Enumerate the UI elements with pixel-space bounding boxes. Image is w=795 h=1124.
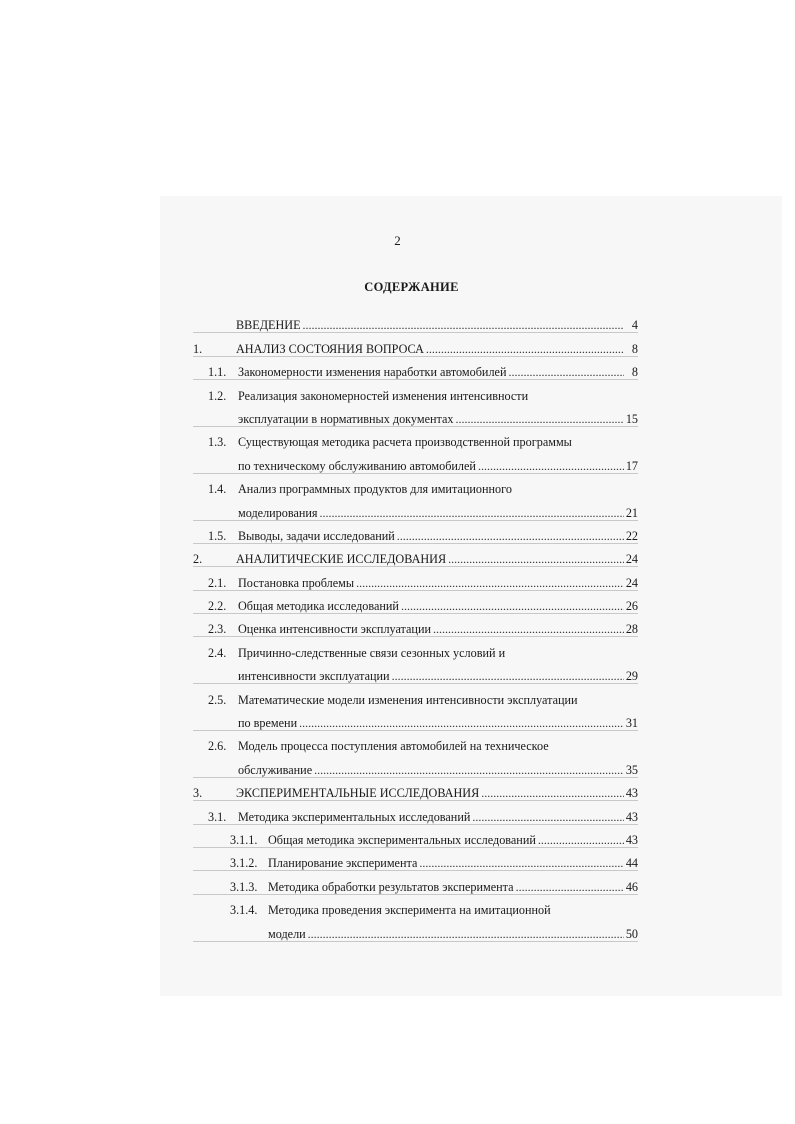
toc-dot-leader: [303, 318, 624, 333]
toc-entry-number: 2.1.: [208, 575, 227, 590]
toc-title: СОДЕРЖАНИЕ: [364, 280, 459, 294]
toc-entry: [193, 708, 638, 731]
toc-entry-number: 3.: [193, 786, 203, 801]
toc-entry-page: 15: [625, 411, 638, 426]
toc-entry: [193, 450, 638, 473]
toc-dot-leader: [538, 833, 624, 848]
toc-entry-title: моделирования: [238, 505, 318, 520]
toc-entry: [193, 521, 638, 544]
toc-entry-number: 2.2.: [208, 599, 227, 614]
toc-entry-title: Планирование эксперимента: [268, 856, 418, 871]
toc-entry-number: 1.5.: [208, 528, 227, 543]
toc-entry-page: 4: [631, 318, 638, 333]
toc-entry-title: Модель процесса поступления автомобилей на техническое: [238, 739, 549, 754]
toc-entry-page: 31: [625, 716, 638, 731]
toc-entry: [193, 404, 638, 427]
toc-dot-leader: [419, 856, 623, 871]
toc-entry-number: 3.1.4.: [230, 903, 258, 918]
toc-entry-title: Методика проведения эксперимента на имитационной: [268, 903, 551, 918]
toc-entry-title: интенсивности эксплуатации: [238, 669, 390, 684]
toc-entry-title: Методика экспериментальных исследований: [238, 809, 471, 824]
toc-entry-title: Реализация закономерностей изменения интенсивности: [238, 388, 529, 403]
toc-dot-leader: [448, 552, 624, 567]
toc-entry-page: 21: [625, 505, 638, 520]
toc-entry-page: 43: [625, 786, 638, 801]
toc-entry: [193, 778, 638, 801]
toc-entry-page: 8: [631, 341, 638, 356]
toc-entry-title: Общая методика исследований: [238, 599, 399, 614]
toc-entry: [193, 544, 638, 567]
toc-entry-number: 1.4.: [208, 482, 227, 497]
toc-entry-number: 2.: [193, 552, 203, 567]
toc-entry: [193, 895, 638, 918]
toc-entry-page: 8: [631, 365, 638, 380]
toc-entry: [193, 474, 638, 497]
toc-entry-title: Причинно-следственные связи сезонных условий и: [238, 645, 506, 660]
toc-dot-leader: [392, 669, 624, 684]
toc-entry-title: Оценка интенсивности эксплуатации: [238, 622, 431, 637]
toc-entry-number: 1.: [193, 341, 203, 356]
toc-entry-number: 2.5.: [208, 692, 227, 707]
toc-dot-leader: [397, 529, 624, 544]
toc-dot-leader: [314, 763, 624, 778]
toc-entry-title: Выводы, задачи исследований: [238, 528, 395, 543]
toc-dot-leader: [516, 880, 624, 895]
toc-entry: [193, 591, 638, 614]
toc-entry: [193, 801, 638, 824]
toc-entry-page: 24: [625, 575, 638, 590]
toc-dot-leader: [456, 412, 624, 427]
toc-entry-title: Общая методика экспериментальных исследований: [268, 832, 536, 847]
toc-entry-number: 2.3.: [208, 622, 227, 637]
toc-entry-number: 3.1.2.: [230, 856, 258, 871]
toc-entry-title: модели: [268, 926, 306, 941]
toc-entry-page: 26: [625, 599, 638, 614]
toc-entry-number: 1.2.: [208, 388, 227, 403]
toc-divider: [193, 941, 638, 942]
toc-entry: [193, 731, 638, 754]
toc-entry-page: 43: [625, 809, 638, 824]
toc-entry-number: 3.1.3.: [230, 879, 258, 894]
toc-dot-leader: [320, 506, 624, 521]
toc-entry-number: 1.3.: [208, 435, 227, 450]
toc-entry-page: 50: [625, 926, 638, 941]
toc-entry: [193, 357, 638, 380]
table-of-contents: [193, 310, 638, 942]
toc-entry-title: обслуживание: [238, 762, 313, 777]
toc-entry-title: эксплуатации в нормативных документах: [238, 411, 454, 426]
toc-entry: [193, 333, 638, 356]
toc-entry: [193, 567, 638, 590]
toc-entry-page: 28: [625, 622, 638, 637]
toc-entry-title: Закономерности изменения наработки автомобилей: [238, 365, 507, 380]
toc-entry: [193, 614, 638, 637]
toc-dot-leader: [299, 716, 624, 731]
toc-entry-page: 17: [625, 458, 638, 473]
toc-entry: [193, 871, 638, 894]
toc-entry: [193, 310, 638, 333]
toc-dot-leader: [401, 599, 624, 614]
toc-dot-leader: [433, 622, 624, 637]
toc-entry-title: АНАЛИТИЧЕСКИЕ ИССЛЕДОВАНИЯ: [236, 552, 447, 567]
toc-entry-number: 2.4.: [208, 645, 227, 660]
toc-entry: [193, 380, 638, 403]
toc-dot-leader: [472, 810, 623, 825]
toc-entry-page: 35: [625, 762, 638, 777]
toc-entry-page: 43: [625, 832, 638, 847]
toc-dot-leader: [356, 576, 624, 591]
toc-entry: [193, 918, 638, 941]
toc-dot-leader: [508, 365, 624, 380]
toc-dot-leader: [308, 927, 624, 942]
toc-entry: [193, 497, 638, 520]
toc-entry-number: 1.1.: [208, 365, 227, 380]
toc-entry-page: 46: [625, 879, 638, 894]
toc-entry-page: 29: [625, 669, 638, 684]
toc-entry-page: 44: [625, 856, 638, 871]
toc-entry-page: 22: [625, 528, 638, 543]
toc-entry-title: по техническому обслуживанию автомобилей: [238, 458, 476, 473]
toc-dot-leader: [481, 786, 624, 801]
page-number: 2: [394, 233, 401, 248]
toc-entry: [193, 661, 638, 684]
toc-entry-number: 3.1.1.: [230, 832, 258, 847]
toc-entry-title: Существующая методика расчета производственной программы: [238, 435, 572, 450]
toc-entry-title: ВВЕДЕНИЕ: [236, 318, 301, 333]
toc-entry: [193, 754, 638, 777]
toc-entry: [193, 848, 638, 871]
toc-entry-number: 3.1.: [208, 809, 227, 824]
toc-entry-title: АНАЛИЗ СОСТОЯНИЯ ВОПРОСА: [236, 341, 424, 356]
toc-entry-page: 24: [625, 552, 638, 567]
toc-dot-leader: [478, 459, 624, 474]
toc-entry: [193, 825, 638, 848]
toc-dot-leader: [426, 342, 624, 357]
toc-entry-number: 2.6.: [208, 739, 227, 754]
toc-entry-title: по времени: [238, 716, 298, 731]
toc-entry: [193, 684, 638, 707]
toc-entry: [193, 637, 638, 660]
toc-entry-title: Постановка проблемы: [238, 575, 355, 590]
toc-entry-title: ЭКСПЕРИМЕНТАЛЬНЫЕ ИССЛЕДОВАНИЯ: [236, 786, 480, 801]
toc-entry-title: Методика обработки результатов эксперимента: [268, 879, 514, 894]
toc-entry-title: Анализ программных продуктов для имитационного: [238, 482, 512, 497]
toc-entry: [193, 427, 638, 450]
toc-entry-title: Математические модели изменения интенсивности эксплуатации: [238, 692, 578, 707]
